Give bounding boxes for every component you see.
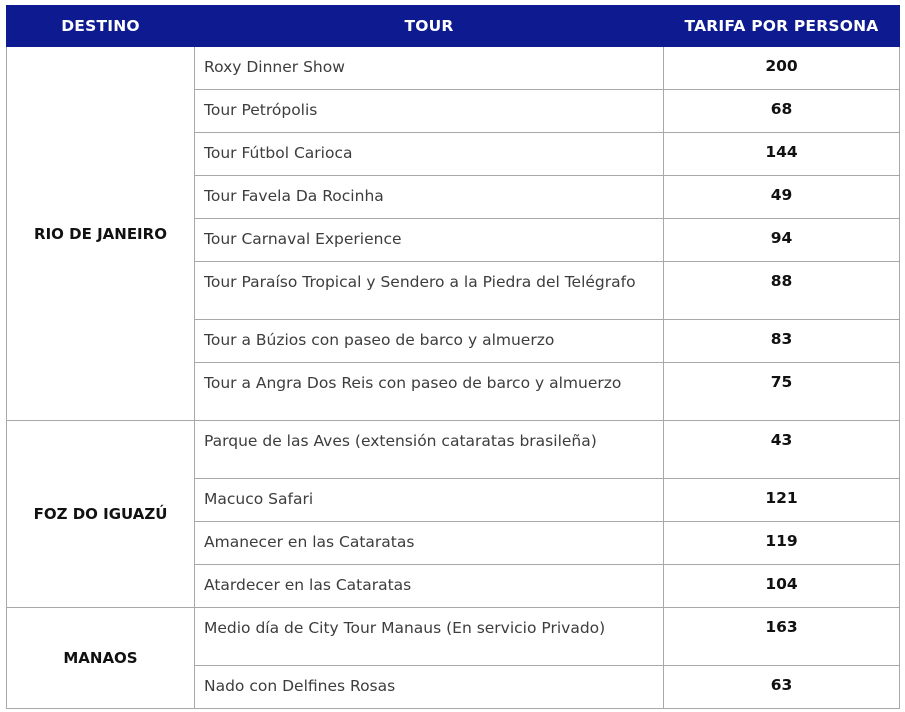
tour-name: Tour a Búzios con paseo de barco y almuerzo	[195, 320, 664, 363]
tour-price: 49	[664, 176, 900, 219]
header-tour: TOUR	[195, 6, 664, 47]
tour-price: 83	[664, 320, 900, 363]
tour-price: 163	[664, 608, 900, 666]
tour-price: 68	[664, 90, 900, 133]
tours-price-table	[6, 5, 900, 709]
tour-name: Tour Fútbol Carioca	[195, 133, 664, 176]
tour-price: 43	[664, 421, 900, 479]
tour-name: Parque de las Aves (extensión cataratas brasileña)	[195, 421, 664, 479]
tour-price: 63	[664, 666, 900, 709]
tour-name: Tour Favela Da Rocinha	[195, 176, 664, 219]
tour-price: 121	[664, 479, 900, 522]
header-destino: DESTINO	[7, 6, 195, 47]
tour-name: Tour a Angra Dos Reis con paseo de barco y almuerzo	[195, 363, 664, 421]
header-tarifa: TARIFA POR PERSONA	[664, 6, 900, 47]
tour-price: 88	[664, 262, 900, 320]
tour-price: 75	[664, 363, 900, 421]
tour-name: Nado con Delfines Rosas	[195, 666, 664, 709]
tour-name: Roxy Dinner Show	[195, 47, 664, 90]
tour-name: Tour Petrópolis	[195, 90, 664, 133]
table-row	[7, 421, 900, 479]
tour-name: Tour Carnaval Experience	[195, 219, 664, 262]
tour-name: Atardecer en las Cataratas	[195, 565, 664, 608]
destino-foz-do-iguazu: FOZ DO IGUAZÚ	[7, 421, 195, 608]
tour-name: Amanecer en las Cataratas	[195, 522, 664, 565]
table-row	[7, 47, 900, 90]
tour-price: 104	[664, 565, 900, 608]
tour-name: Medio día de City Tour Manaus (En servicio Privado)	[195, 608, 664, 666]
tour-price: 94	[664, 219, 900, 262]
tour-price: 144	[664, 133, 900, 176]
header-row	[7, 6, 900, 47]
tour-name: Tour Paraíso Tropical y Sendero a la Piedra del Telégrafo	[195, 262, 664, 320]
destino-rio-de-janeiro: RIO DE JANEIRO	[7, 47, 195, 421]
tour-price: 119	[664, 522, 900, 565]
table-row	[7, 608, 900, 666]
destino-manaos: MANAOS	[7, 608, 195, 709]
tour-price: 200	[664, 47, 900, 90]
tour-name: Macuco Safari	[195, 479, 664, 522]
